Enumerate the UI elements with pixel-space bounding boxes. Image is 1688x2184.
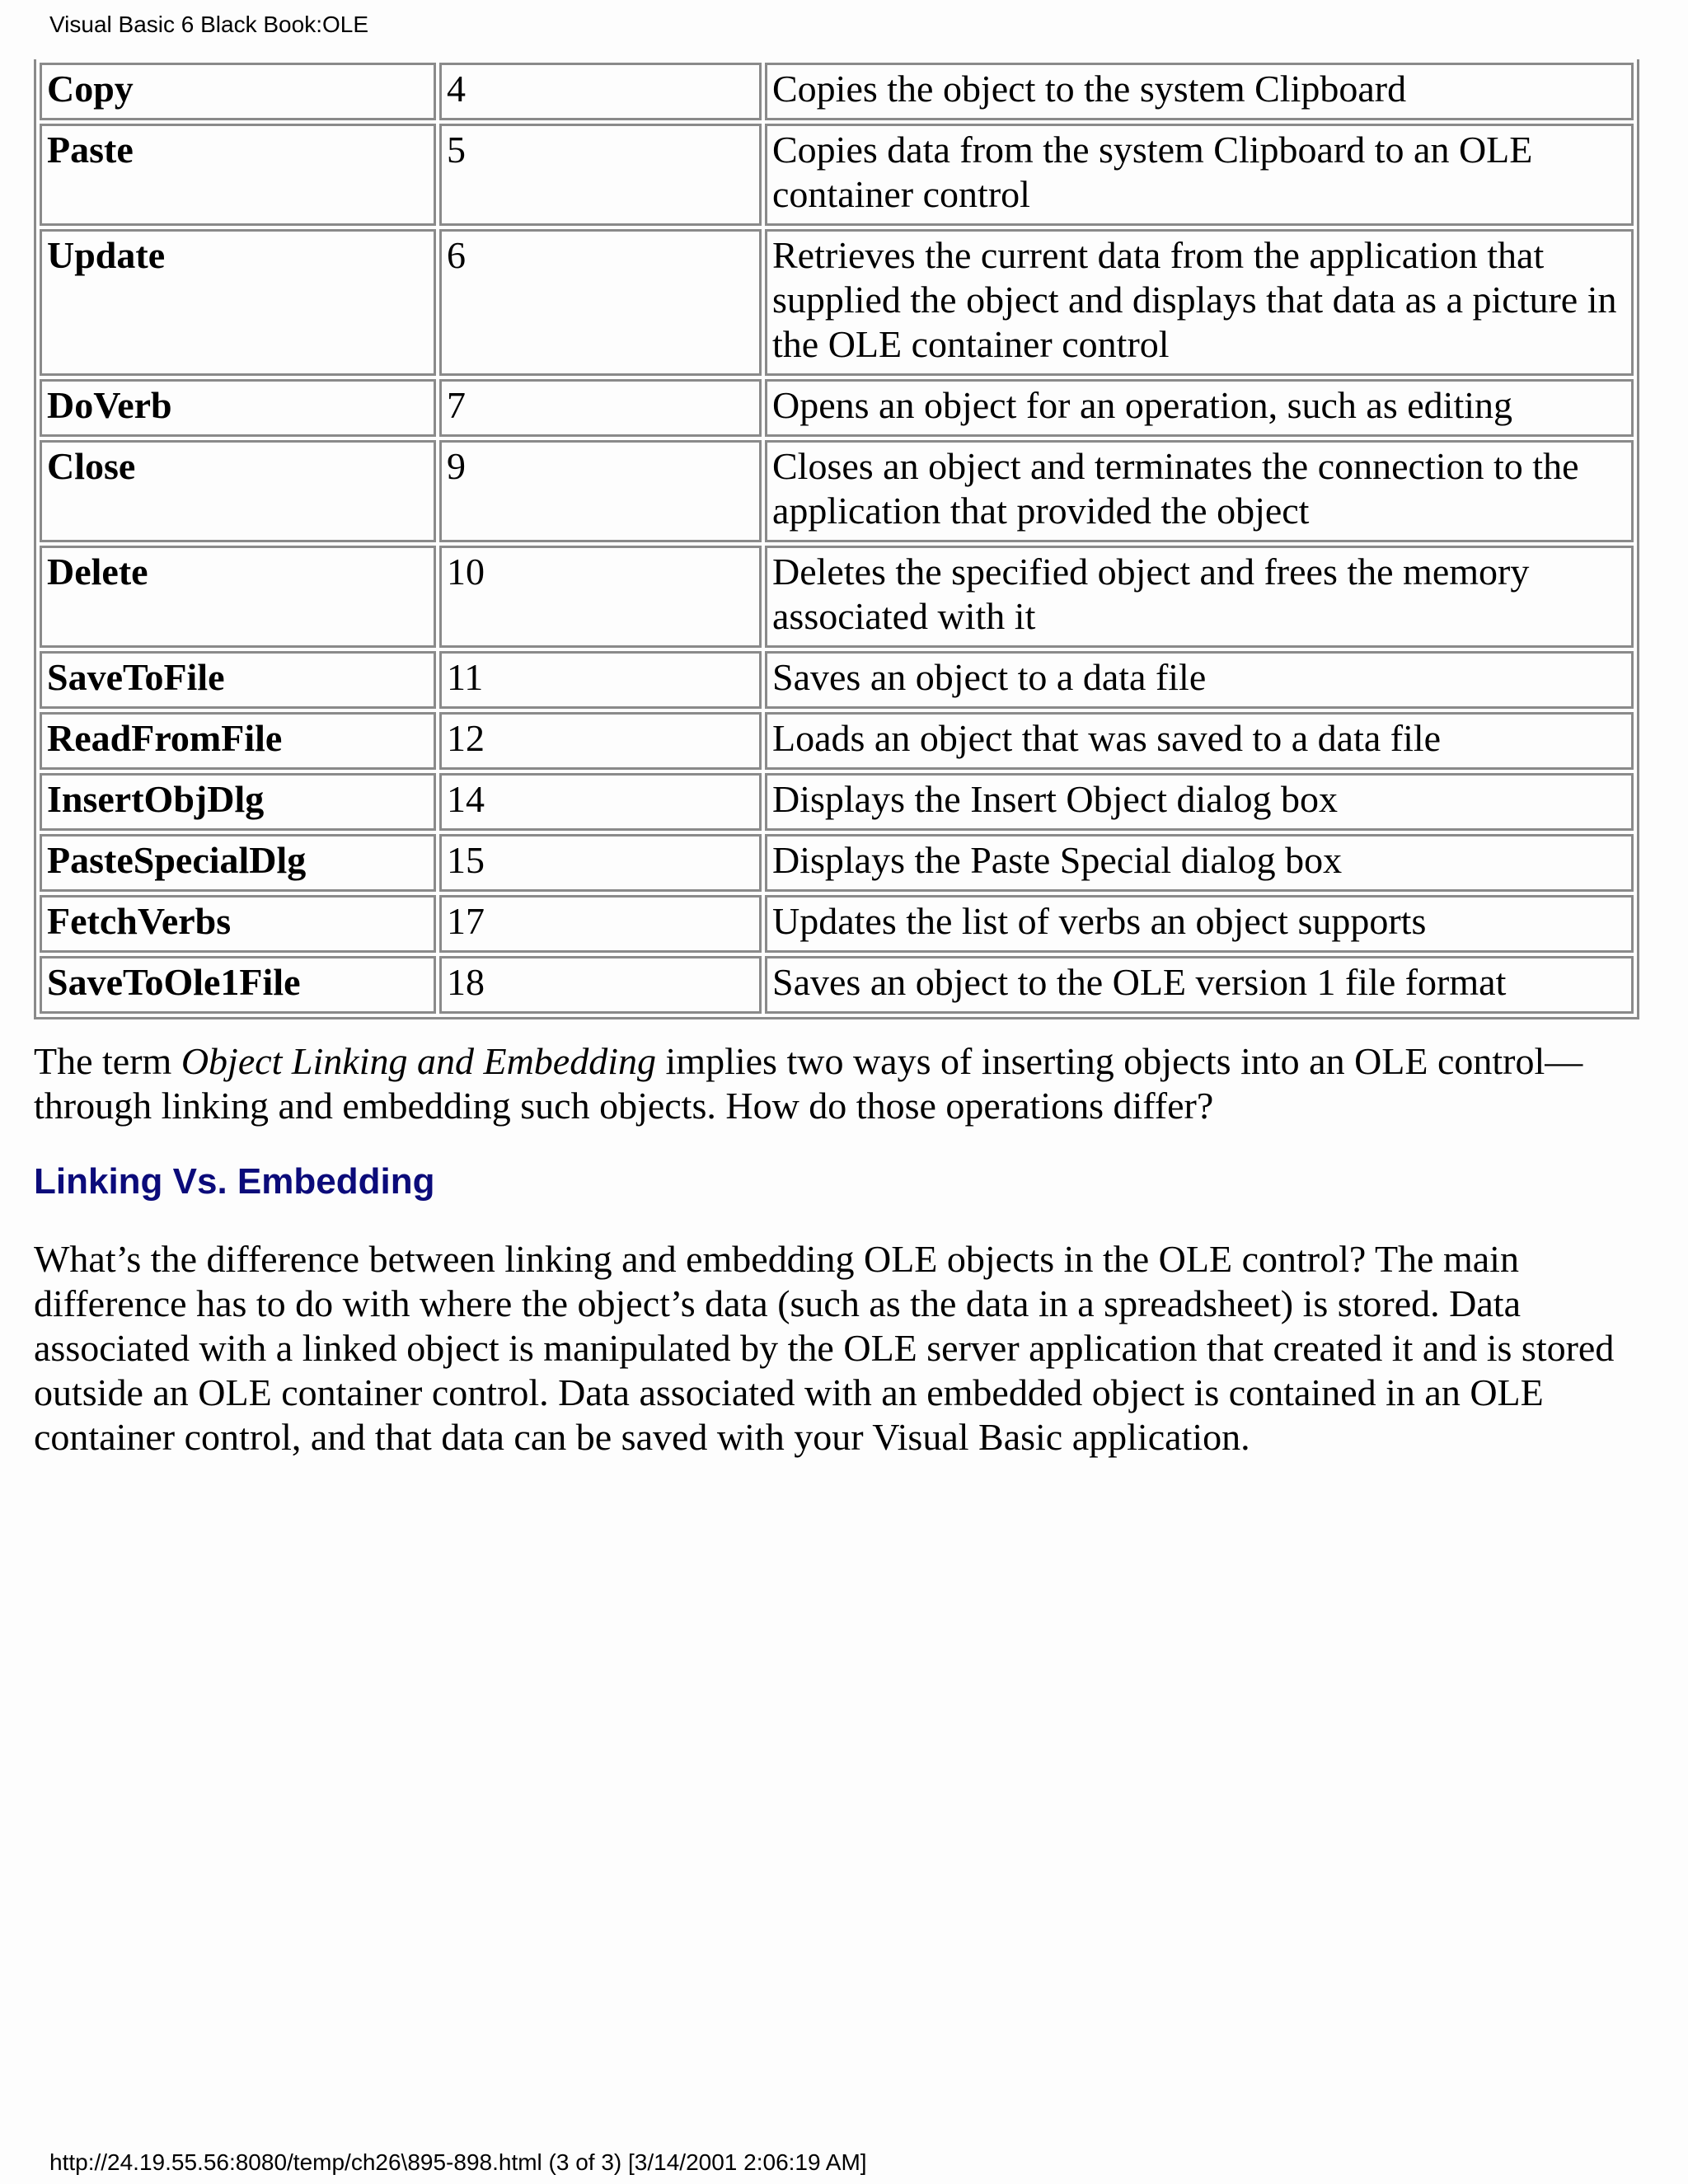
method-value-cell: 6	[439, 229, 762, 376]
method-name-cell: Update	[40, 229, 436, 376]
page-header: Visual Basic 6 Black Book:OLE	[49, 12, 369, 37]
method-description-cell: Opens an object for an operation, such as editing	[765, 379, 1634, 437]
method-name-cell: Close	[40, 440, 436, 542]
method-name-cell: InsertObjDlg	[40, 773, 436, 831]
table-row	[40, 63, 1634, 120]
method-description-cell: Closes an object and terminates the connection to the application that provided the object	[765, 440, 1634, 542]
method-value-cell: 11	[439, 651, 762, 709]
method-name-cell: ReadFromFile	[40, 712, 436, 770]
method-description-cell: Saves an object to a data file	[765, 651, 1634, 709]
table-row	[40, 229, 1634, 376]
method-name-cell: Copy	[40, 63, 436, 120]
method-value-cell: 18	[439, 956, 762, 1014]
table-row	[40, 834, 1634, 892]
method-value-cell: 17	[439, 895, 762, 953]
method-description-cell: Retrieves the current data from the application that supplied the object and displays that data as a picture in the OLE container control	[765, 229, 1634, 376]
table-row	[40, 773, 1634, 831]
method-description-cell: Deletes the specified object and frees the memory associated with it	[765, 546, 1634, 648]
table-row	[40, 651, 1634, 709]
table-row	[40, 124, 1634, 226]
method-description-cell: Saves an object to the OLE version 1 file format	[765, 956, 1634, 1014]
method-name-cell: PasteSpecialDlg	[40, 834, 436, 892]
method-name-cell: FetchVerbs	[40, 895, 436, 953]
table-row	[40, 379, 1634, 437]
method-value-cell: 4	[439, 63, 762, 120]
method-description-cell: Displays the Paste Special dialog box	[765, 834, 1634, 892]
method-value-cell: 7	[439, 379, 762, 437]
method-value-cell: 5	[439, 124, 762, 226]
table-row	[40, 712, 1634, 770]
table-row	[40, 440, 1634, 542]
intro-emphasis: Object Linking and Embedding	[181, 1040, 657, 1082]
method-name-cell: Paste	[40, 124, 436, 226]
method-description-cell: Copies data from the system Clipboard to an OLE container control	[765, 124, 1634, 226]
method-value-cell: 10	[439, 546, 762, 648]
section-heading: Linking Vs. Embedding	[34, 1161, 435, 1202]
page-content	[34, 59, 1639, 1460]
method-name-cell: SaveToOle1File	[40, 956, 436, 1014]
method-name-cell: DoVerb	[40, 379, 436, 437]
table-row	[40, 956, 1634, 1014]
methods-table-body	[40, 63, 1634, 1014]
method-description-cell: Loads an object that was saved to a data file	[765, 712, 1634, 770]
intro-text-after: implies two ways of inserting objects into an OLE control—through linking and embedding such objects. How do those operations differ?	[34, 1040, 1583, 1127]
method-value-cell: 15	[439, 834, 762, 892]
method-name-cell: SaveToFile	[40, 651, 436, 709]
page-footer-url: http://24.19.55.56:8080/temp/ch26\895-898.html (3 of 3) [3/14/2001 2:06:19 AM]	[49, 2149, 867, 2175]
method-description-cell: Copies the object to the system Clipboard	[765, 63, 1634, 120]
table-row	[40, 895, 1634, 953]
method-value-cell: 14	[439, 773, 762, 831]
intro-paragraph	[34, 1039, 1639, 1128]
method-description-cell: Displays the Insert Object dialog box	[765, 773, 1634, 831]
method-value-cell: 9	[439, 440, 762, 542]
table-row	[40, 546, 1634, 648]
section-paragraph: What’s the difference between linking and embedding OLE objects in the OLE control? The main difference has to do with where the object’s data (such as the data in a spreadsheet) is stored. Data associated with a linked object is manipulated by the OLE server application that created it and is stored outside an OLE container control. Data associated with an embedded object is contained in an OLE container control, and that data can be saved with your Visual Basic application.	[34, 1238, 1615, 1458]
intro-text-before: The term	[34, 1040, 181, 1082]
method-value-cell: 12	[439, 712, 762, 770]
methods-table	[34, 59, 1639, 1019]
method-name-cell: Delete	[40, 546, 436, 648]
method-description-cell: Updates the list of verbs an object supports	[765, 895, 1634, 953]
